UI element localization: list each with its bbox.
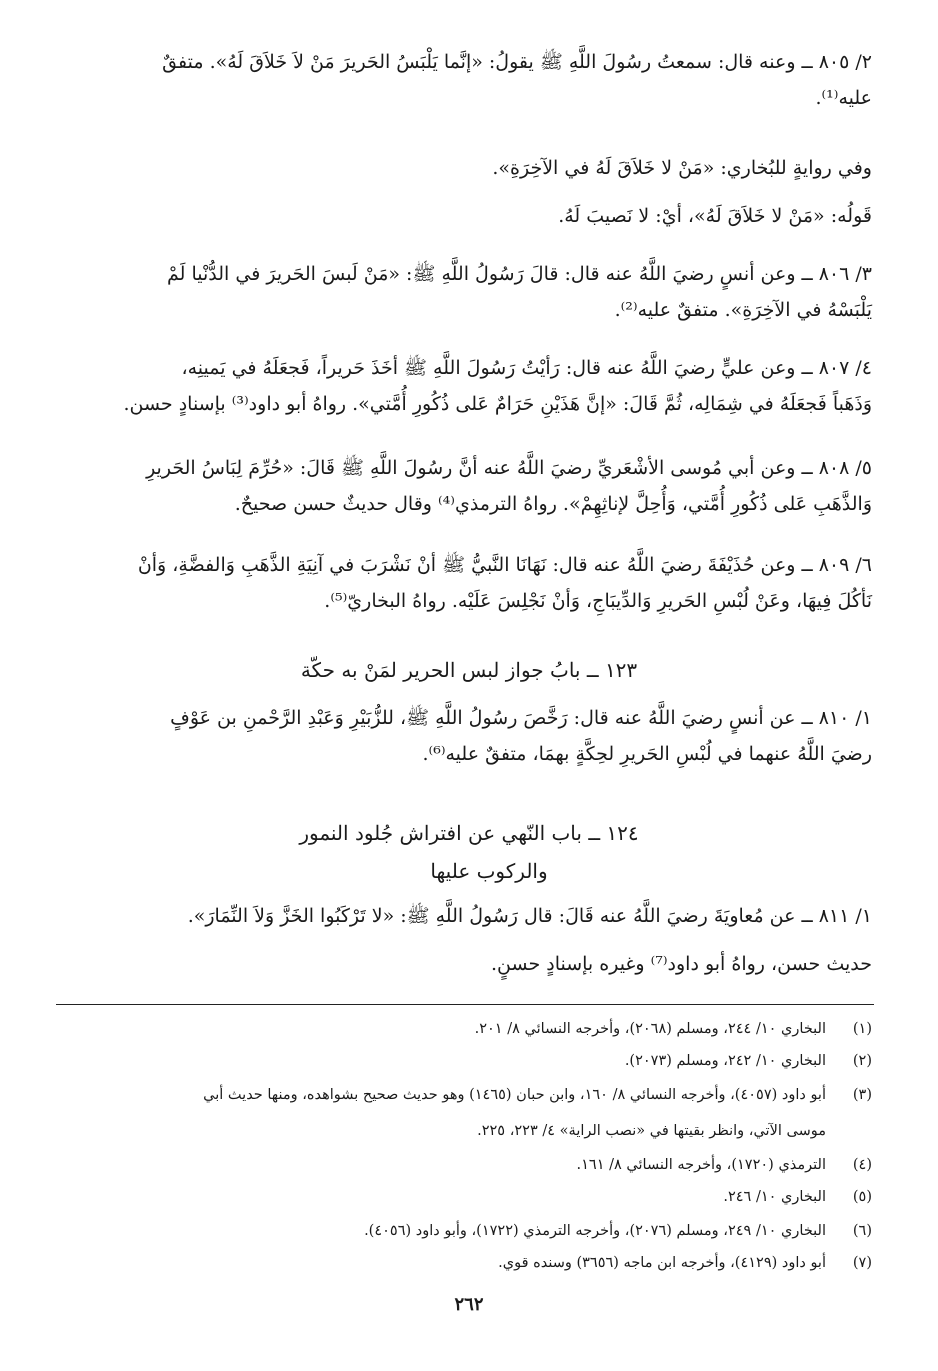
hadith-807-line-2: وَذَهَباً فَجعَلَهُ في شِمَالِه، ثُمَّ قَالَ: «إنَّ هَذَيْنِ حَرَامٌ عَلى ذُكُورِ أُمَّتي». رواهُ أبو داود⁽³⁾ بإسنادٍ حسن. [123, 393, 872, 415]
footnote-4 [56, 1152, 872, 1178]
footnote-3-number: (٣) [852, 1087, 872, 1103]
hadith-811 [60, 898, 872, 982]
hadith-807-line-1: ٤/ ٨٠٧ ــ وعن عليٍّ رضيَ اللَّهُ عنه قال: رَأيْتُ رَسُولَ اللَّهِ ﷺ أخَذَ حَريراً، فَجعَلَهُ في يَمينِه، [181, 357, 872, 379]
hadith-806 [60, 256, 872, 328]
footnote-2-text: البخاري ١٠/ ٢٤٢، ومسلم (٢٠٧٣). [624, 1053, 826, 1069]
hadith-806-line-1: ٣/ ٨٠٦ ــ وعن أنسٍ رضيَ اللَّهُ عنه قال: قالَ رَسُولُ اللَّهِ ﷺ: «مَنْ لَبسَ الحَريرَ في الدُّنْيا لَمْ [167, 263, 872, 285]
footnote-3-continuation: موسى الآتي، وانظر بقيتها في «نصب الراية» ٤/ ٢٢٣، ٢٢٥. [477, 1123, 826, 1139]
footnote-7-text: أبو داود (٤١٢٩)، وأخرجه ابن ماجه (٣٦٥٦) وسنده قوي. [498, 1255, 826, 1271]
hadith-805 [60, 44, 872, 116]
hadith-808 [60, 450, 872, 522]
chapter-124-title-line-1: ١٢٤ ــ باب النّهي عن افتراش جُلود النمور [299, 821, 639, 845]
hadith-808-line-2: وَالذَّهَبِ عَلى ذُكُورِ أُمَّتي، وَأُحِلَّ لإناثِهِمْ». رواهُ الترمذي⁽⁴⁾ وقال حديثٌ حسن صحيحٌ. [234, 493, 872, 515]
chapter-124-title-line-2: والركوب عليها [430, 859, 548, 883]
footnote-2 [56, 1048, 872, 1074]
hadith-810 [60, 700, 872, 772]
footnote-5-number: (٥) [852, 1189, 872, 1205]
explanation-line: قَولُه: «مَنْ لا خَلاَقَ لَهُ»، أيْ: لا نَصيبَ لَهُ. [558, 205, 872, 227]
footnote-7-number: (٧) [852, 1255, 872, 1271]
footnote-5 [56, 1184, 872, 1210]
footnote-6-number: (٦) [852, 1223, 872, 1239]
footnote-6 [56, 1218, 872, 1244]
footnote-4-text: الترمذي (١٧٢٠)، وأخرجه النسائي ٨/ ١٦١. [576, 1157, 826, 1173]
hadith-810-line-1: ١/ ٨١٠ ــ عن أنسٍ رضيَ اللَّهُ عنه قال: رَخَّصَ رسُولُ اللَّهِ ﷺ، للزُّبَيْرِ وَعَبْدِ الرَّحْمنِ بن عَوْفٍ [170, 707, 872, 729]
bukhari-narration-line: وفي روايةٍ للبُخاري: «مَنْ لا خَلاَقَ لَهُ في الآخِرَةِ». [492, 157, 872, 179]
footnote-7 [56, 1250, 872, 1276]
hadith-809-line-1: ٦/ ٨٠٩ ــ وعن حُذَيْفَةَ رضيَ اللَّهُ عنه قال: نَهَانَا النَّبيُّ ﷺ أنْ نَشْرَبَ في آنِيَةِ الذَّهَبِ وَالفضَّةِ، وَأنْ [137, 554, 872, 576]
hadith-809 [60, 547, 872, 619]
hadith-805-line-1: ٢/ ٨٠٥ ــ وعنه قال: سمعتُ رسُولَ اللَّهِ ﷺ يقولُ: «إنَّما يَلْبَسُ الحَريرَ مَنْ لاَ خَلاَقَ لَهُ». متفقٌ [162, 51, 872, 73]
chapter-123-title: ١٢٣ ــ بابُ جواز لبس الحرير لمَنْ به حكّة [300, 658, 638, 682]
footnote-2-number: (٢) [852, 1053, 872, 1069]
hadith-808-line-1: ٥/ ٨٠٨ ــ وعن أبي مُوسى الأشْعَريِّ رضيَ اللَّهُ عنه أنَّ رسُولَ اللَّهِ ﷺ قَالَ: «حُرِّمَ لِبَاسُ الحَريرِ [146, 457, 872, 479]
footnote-3 [56, 1082, 872, 1108]
footnote-1 [56, 1016, 872, 1042]
footnote-1-number: (١) [852, 1021, 872, 1037]
hadith-809-line-2: نَأكُلَ فِيهَا، وعَنْ لُبْسِ الحَريرِ وَالدِّيبَاجِ، وَأنْ نَجْلِسَ عَلَيْه. رواهُ البخاريّ⁽⁵⁾. [324, 590, 872, 612]
hadith-806-line-2: يَلْبَسْهُ في الآخِرَةِ». متفقٌ عليه⁽²⁾. [614, 299, 872, 321]
footnote-1-text: البخاري ١٠/ ٢٤٤، ومسلم (٢٠٦٨)، وأخرجه النسائي ٨/ ٢٠١. [474, 1021, 826, 1037]
footnote-5-text: البخاري ١٠/ ٢٤٦. [723, 1189, 826, 1205]
footnote-6-text: البخاري ١٠/ ٢٤٩، ومسلم (٢٠٧٦)، وأخرجه الترمذي (١٧٢٢)، وأبو داود (٤٠٥٦). [364, 1223, 826, 1239]
hadith-811-line-1: ١/ ٨١١ ــ عن مُعاويَةَ رضيَ اللَّهُ عنه قَالَ: قال رَسُولُ اللَّهِ ﷺ: «لا تَرْكَبُوا الخَزَّ وَلاَ النِّمَارَ». [187, 905, 872, 927]
page-number: ٢٦٢ [454, 1294, 484, 1315]
bukhari-narration [60, 150, 872, 186]
explanation [60, 198, 872, 234]
footnote-divider [56, 1004, 874, 1005]
footnote-4-number: (٤) [852, 1157, 872, 1173]
hadith-811-line-2: حديث حسن، رواهُ أبو داود⁽⁷⁾ وغيره بإسنادٍ حسنٍ. [491, 953, 872, 975]
hadith-810-line-2: رضيَ اللَّهُ عنهما في لُبْسِ الحَريرِ لحِكَّةٍ بهمَا، متفقٌ عليه⁽⁶⁾. [422, 743, 872, 765]
hadith-805-line-2: عليه⁽¹⁾. [815, 87, 872, 109]
footnote-3-text: أبو داود (٤٠٥٧)، وأخرجه النسائي ٨/ ١٦٠، وابن حبان (١٤٦٥) وهو حديث صحيح بشواهده، ومنها حديث أبي [203, 1087, 826, 1103]
hadith-807 [60, 350, 872, 422]
